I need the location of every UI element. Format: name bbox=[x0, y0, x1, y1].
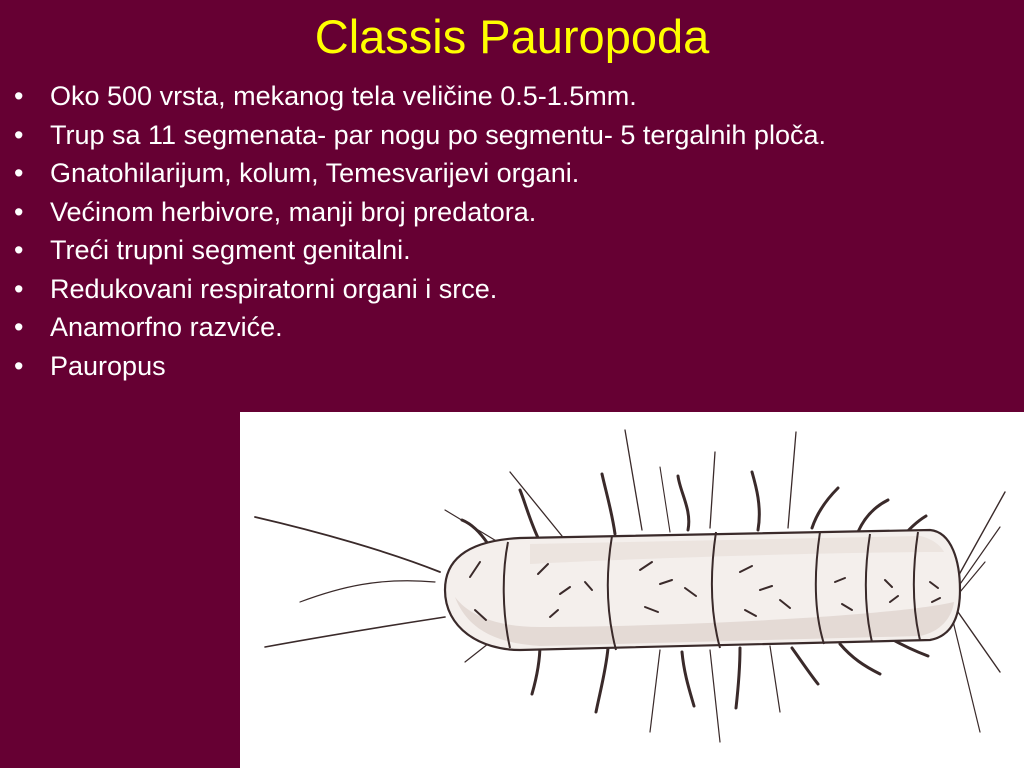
bullet-item bbox=[14, 273, 1004, 305]
bullet-dot: • bbox=[14, 312, 24, 342]
bullet-text: Većinom herbivore, manji broj predatora. bbox=[50, 196, 537, 227]
bullet-dot: • bbox=[14, 350, 24, 381]
bullet-text: Gnatohilarijum, kolum, Temesvarijevi organi. bbox=[50, 158, 580, 188]
bullet-dot: • bbox=[14, 196, 24, 227]
bullet-item bbox=[14, 157, 1004, 189]
bullet-dot: • bbox=[14, 119, 24, 150]
bullet-text: Trup sa 11 segmenata- par nogu po segmentu- 5 tergalnih ploča. bbox=[50, 119, 826, 150]
bullet-item bbox=[14, 80, 1004, 112]
bullet-text: Anamorfno razviće. bbox=[50, 312, 283, 342]
bullet-item bbox=[14, 196, 1004, 228]
bullet-item bbox=[14, 311, 1004, 343]
bullet-item bbox=[14, 119, 1004, 151]
pauropus-drawing bbox=[240, 412, 1024, 768]
bullet-text: Oko 500 vrsta, mekanog tela veličine 0.5-1.5mm. bbox=[50, 81, 637, 111]
bullet-text: Treći trupni segment genitalni. bbox=[50, 235, 411, 265]
bullet-text: Redukovani respiratorni organi i srce. bbox=[50, 273, 498, 304]
bullet-text: Pauropus bbox=[50, 350, 166, 381]
pauropus-illustration bbox=[240, 412, 1024, 768]
bullet-dot: • bbox=[14, 158, 24, 188]
slide-title: Classis Pauropoda bbox=[314, 10, 710, 63]
bullet-dot: • bbox=[14, 273, 24, 304]
bullet-list bbox=[14, 80, 1004, 388]
bullet-dot: • bbox=[14, 235, 24, 265]
bullet-item bbox=[14, 350, 1004, 382]
bullet-dot: • bbox=[14, 81, 24, 111]
bullet-item bbox=[14, 234, 1004, 266]
